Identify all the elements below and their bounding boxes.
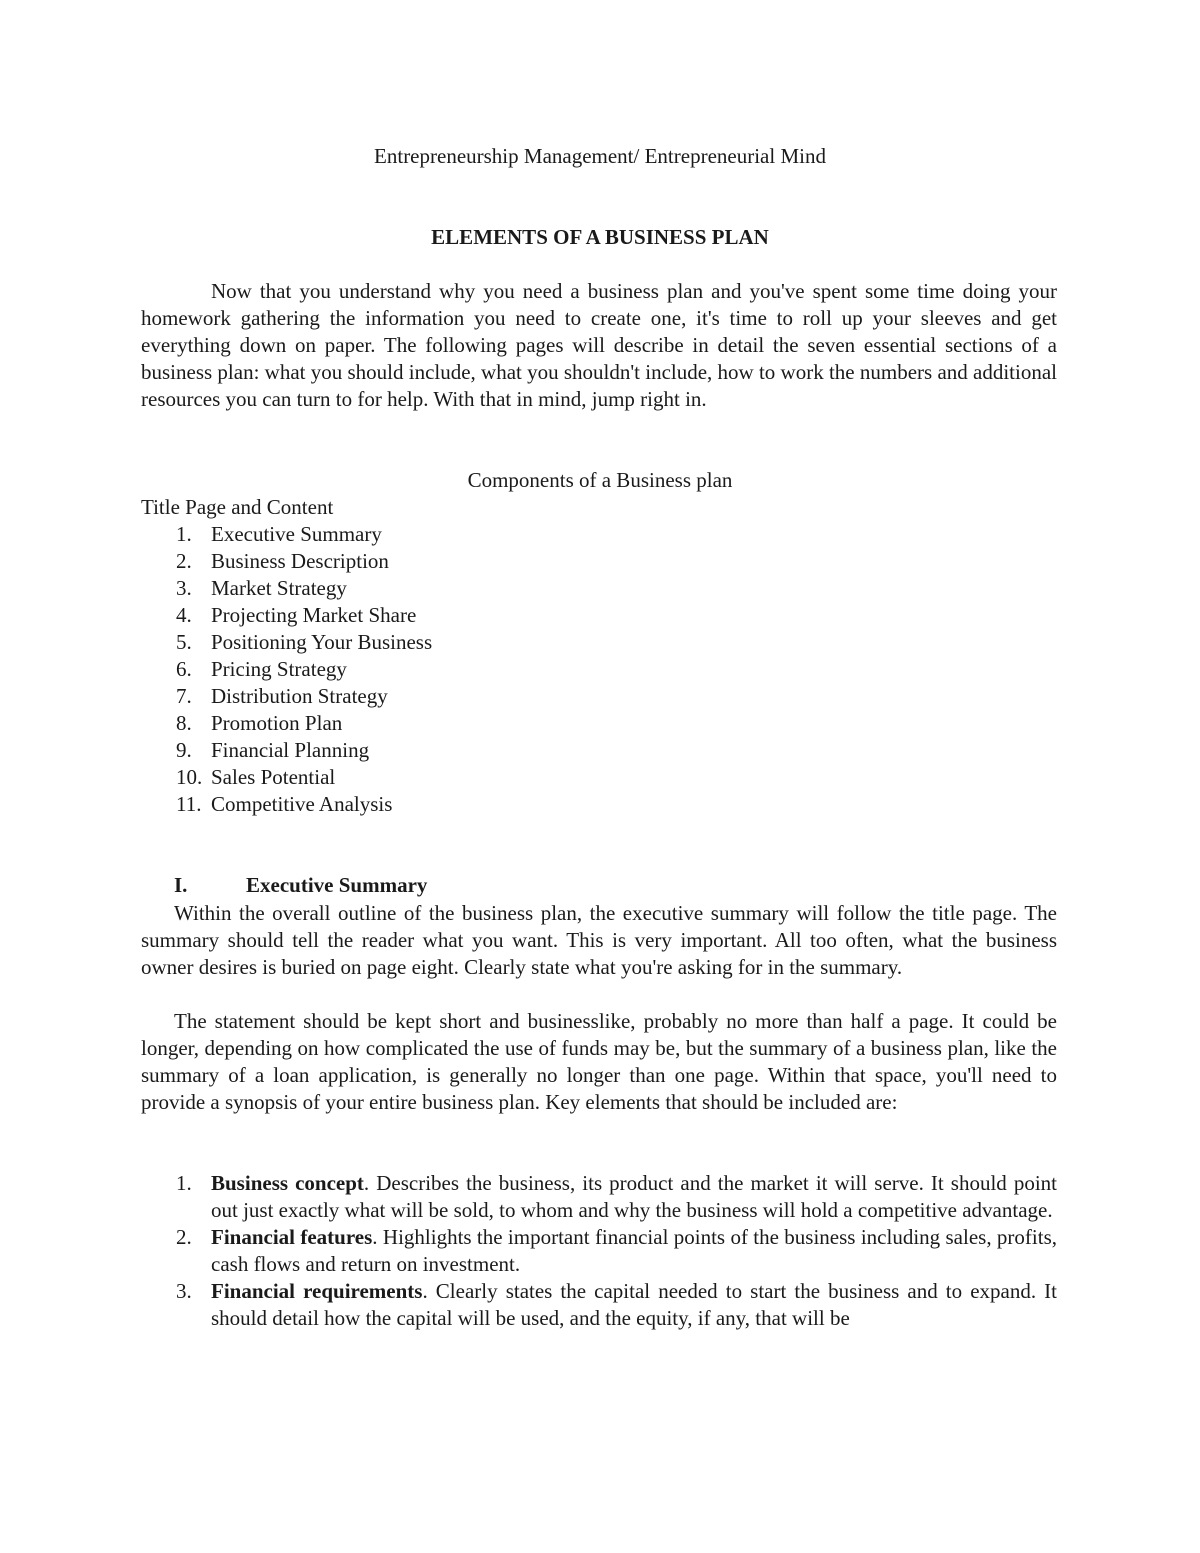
list-item (141, 575, 432, 602)
list-item (141, 683, 432, 710)
list-item (141, 737, 432, 764)
list-item (141, 521, 432, 548)
list-item-label: Sales Potential (211, 765, 336, 789)
list-item (141, 764, 432, 791)
key-elements-list (141, 1170, 1057, 1332)
element-description: . Describes the business, its product and the market it will serve. It should point out just exactly what will be sold, to whom and why the business will hold a competitive advantage. (211, 1171, 1058, 1222)
section-title: Executive Summary (246, 873, 428, 897)
list-item-number: 1. (176, 1171, 192, 1195)
components-heading: Components of a Business plan (467, 468, 733, 492)
list-item-number: 11. (176, 792, 202, 816)
list-item-label: Distribution Strategy (211, 684, 388, 708)
list-item-number: 2. (176, 549, 192, 573)
list-item (141, 710, 432, 737)
section-numeral: I. (174, 873, 188, 897)
list-item-label: Positioning Your Business (211, 630, 433, 654)
list-item-label: Pricing Strategy (211, 657, 347, 681)
summary-paragraph-1: Within the overall outline of the business plan, the executive summary will follow the title page. The summary should tell the reader what you want. This is very important. All too often, what the business owner desires is buried on page eight. Clearly state what you're asking for in the summary. (141, 901, 1057, 979)
list-item-number: 8. (176, 711, 192, 735)
list-item-label: Market Strategy (211, 576, 347, 600)
list-item-number: 5. (176, 630, 192, 654)
list-item-label: Competitive Analysis (211, 792, 393, 816)
list-item-number: 1. (176, 522, 192, 546)
toc-label: Title Page and Content (141, 495, 334, 519)
list-item-number: 3. (176, 1279, 192, 1303)
list-item-label: Executive Summary (211, 522, 382, 546)
element-description: . Highlights the important financial points of the business including sales, profits, cash flows and return on investment. (211, 1225, 1058, 1276)
list-item-label: Projecting Market Share (211, 603, 417, 627)
list-item-number: 7. (176, 684, 192, 708)
list-item (141, 656, 432, 683)
section-heading-executive-summary (174, 872, 427, 899)
element-term: Financial requirements (211, 1279, 423, 1303)
list-item-number: 4. (176, 603, 192, 627)
element-description: . Clearly states the capital needed to start the business and to expand. It should detail how the capital will be used, and the equity, if any, that will be (211, 1279, 1057, 1330)
list-item-number: 2. (176, 1225, 192, 1249)
list-item (141, 629, 432, 656)
list-item-number: 10. (176, 765, 203, 789)
list-item-number: 6. (176, 657, 192, 681)
list-item (141, 548, 432, 575)
list-item-label: Promotion Plan (211, 711, 343, 735)
list-item-number: 3. (176, 576, 192, 600)
course-header: Entrepreneurship Management/ Entrepreneurial Mind (374, 144, 826, 168)
intro-paragraph: Now that you understand why you need a business plan and you've spent some time doing your homework gathering the information you need to create one, it's time to roll up your sleeves and get everything down on paper. The following pages will describe in detail the seven essential sections of a business plan: what you should include, what you shouldn't include, how to work the numbers and additional resources you can turn to for help. With that in mind, jump right in. (141, 279, 1057, 411)
list-item (141, 1170, 1057, 1224)
list-item (141, 1278, 1057, 1332)
components-list (141, 521, 432, 818)
list-item (141, 602, 432, 629)
list-item-number: 9. (176, 738, 192, 762)
element-term: Financial features (211, 1225, 373, 1249)
list-item-label: Financial Planning (211, 738, 370, 762)
page-title: ELEMENTS OF A BUSINESS PLAN (431, 225, 769, 249)
list-item-label: Business Description (211, 549, 389, 573)
list-item (141, 791, 432, 818)
summary-paragraph-2: The statement should be kept short and businesslike, probably no more than half a page. It could be longer, depending on how complicated the use of funds may be, but the summary of a business plan, like the summary of a loan application, is generally no longer than one page. Within that space, you'll need to provide a synopsis of your entire business plan. Key elements that should be included are: (141, 1009, 1057, 1114)
element-term: Business concept (211, 1171, 364, 1195)
list-item (141, 1224, 1057, 1278)
